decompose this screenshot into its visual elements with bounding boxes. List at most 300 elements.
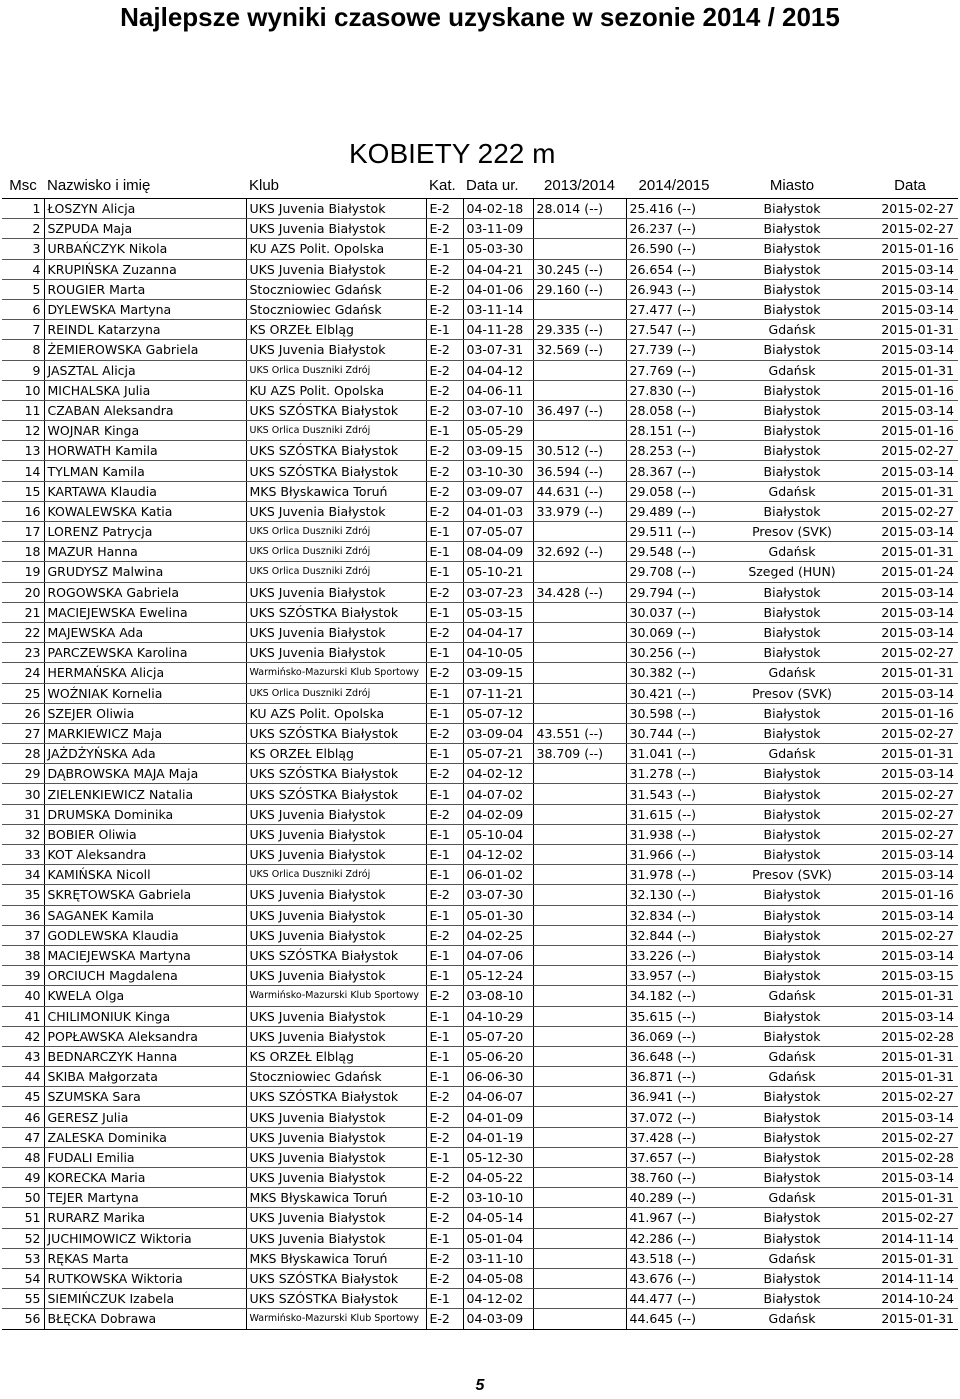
cell-time-2013-2014: 38.709 (--) xyxy=(533,744,626,764)
cell-msc: 1 xyxy=(2,199,44,219)
table-row xyxy=(2,1127,958,1147)
cell-born: 04-12-02 xyxy=(463,845,533,865)
cell-msc: 34 xyxy=(2,865,44,885)
cell-name: JUCHIMOWICZ Wiktoria xyxy=(44,1228,246,1248)
cell-time-2013-2014 xyxy=(533,1208,626,1228)
cell-club: UKS Juvenia Białystok xyxy=(246,905,426,925)
cell-city: Presov (SVK) xyxy=(722,522,862,542)
cell-born: 04-02-12 xyxy=(463,764,533,784)
table-row xyxy=(2,1208,958,1228)
cell-club: UKS Juvenia Białystok xyxy=(246,1168,426,1188)
cell-name: SIEMIŃCZUK Izabela xyxy=(44,1289,246,1309)
cell-date: 2014-11-14 xyxy=(862,1268,958,1288)
cell-date: 2015-02-27 xyxy=(862,643,958,663)
cell-club: MKS Błyskawica Toruń xyxy=(246,1188,426,1208)
cell-club: UKS SZÓSTKA Białystok xyxy=(246,1087,426,1107)
table-row xyxy=(2,602,958,622)
cell-time-2013-2014 xyxy=(533,784,626,804)
cell-kat: E-1 xyxy=(426,1006,463,1026)
cell-time-2014-2015: 26.654 (--) xyxy=(626,259,722,279)
cell-born: 04-11-28 xyxy=(463,320,533,340)
header-msc: Msc xyxy=(2,173,44,199)
cell-kat: E-2 xyxy=(426,279,463,299)
cell-msc: 9 xyxy=(2,360,44,380)
cell-city: Białystok xyxy=(722,723,862,743)
cell-time-2013-2014 xyxy=(533,905,626,925)
table-row xyxy=(2,1168,958,1188)
table-row xyxy=(2,380,958,400)
table-row xyxy=(2,905,958,925)
cell-name: ZALESKA Dominika xyxy=(44,1127,246,1147)
cell-date: 2015-03-14 xyxy=(862,622,958,642)
cell-date: 2015-03-14 xyxy=(862,582,958,602)
table-row xyxy=(2,501,958,521)
cell-club: UKS SZÓSTKA Białystok xyxy=(246,764,426,784)
cell-born: 07-11-21 xyxy=(463,683,533,703)
cell-msc: 52 xyxy=(2,1228,44,1248)
cell-msc: 22 xyxy=(2,622,44,642)
cell-time-2013-2014 xyxy=(533,421,626,441)
cell-time-2013-2014 xyxy=(533,663,626,683)
table-row xyxy=(2,723,958,743)
cell-born: 05-12-30 xyxy=(463,1147,533,1167)
cell-born: 04-01-19 xyxy=(463,1127,533,1147)
cell-club: UKS SZÓSTKA Białystok xyxy=(246,1289,426,1309)
table-row xyxy=(2,784,958,804)
cell-born: 04-01-03 xyxy=(463,501,533,521)
table-row xyxy=(2,219,958,239)
cell-time-2014-2015: 31.278 (--) xyxy=(626,764,722,784)
cell-time-2014-2015: 34.182 (--) xyxy=(626,986,722,1006)
cell-club: UKS Orlica Duszniki Zdrój xyxy=(246,683,426,703)
cell-born: 04-07-06 xyxy=(463,945,533,965)
cell-club: UKS Orlica Duszniki Zdrój xyxy=(246,522,426,542)
cell-time-2014-2015: 31.966 (--) xyxy=(626,845,722,865)
table-row xyxy=(2,925,958,945)
cell-club: KU AZS Polit. Opolska xyxy=(246,703,426,723)
cell-city: Białystok xyxy=(722,824,862,844)
cell-born: 05-06-20 xyxy=(463,1046,533,1066)
cell-date: 2015-02-28 xyxy=(862,1147,958,1167)
cell-city: Białystok xyxy=(722,199,862,219)
cell-city: Białystok xyxy=(722,299,862,319)
header-season-2014-2015: 2014/2015 xyxy=(626,173,722,199)
cell-time-2014-2015: 32.844 (--) xyxy=(626,925,722,945)
table-row xyxy=(2,1087,958,1107)
cell-city: Białystok xyxy=(722,845,862,865)
cell-msc: 28 xyxy=(2,744,44,764)
cell-city: Gdańsk xyxy=(722,1309,862,1329)
cell-born: 05-07-21 xyxy=(463,744,533,764)
cell-date: 2015-01-31 xyxy=(862,1188,958,1208)
cell-club: UKS Juvenia Białystok xyxy=(246,1006,426,1026)
cell-msc: 15 xyxy=(2,481,44,501)
cell-kat: E-1 xyxy=(426,703,463,723)
cell-club: UKS Juvenia Białystok xyxy=(246,622,426,642)
cell-date: 2015-03-14 xyxy=(862,340,958,360)
cell-time-2013-2014: 28.014 (--) xyxy=(533,199,626,219)
cell-city: Presov (SVK) xyxy=(722,865,862,885)
cell-date: 2015-02-27 xyxy=(862,804,958,824)
cell-time-2013-2014 xyxy=(533,1248,626,1268)
cell-time-2014-2015: 36.648 (--) xyxy=(626,1046,722,1066)
cell-city: Szeged (HUN) xyxy=(722,562,862,582)
cell-msc: 12 xyxy=(2,421,44,441)
table-row xyxy=(2,804,958,824)
cell-date: 2015-02-27 xyxy=(862,441,958,461)
cell-city: Gdańsk xyxy=(722,1188,862,1208)
cell-name: DYLEWSKA Martyna xyxy=(44,299,246,319)
cell-club: UKS Juvenia Białystok xyxy=(246,219,426,239)
cell-born: 05-01-30 xyxy=(463,905,533,925)
table-row xyxy=(2,522,958,542)
cell-city: Białystok xyxy=(722,441,862,461)
cell-kat: E-2 xyxy=(426,925,463,945)
cell-city: Białystok xyxy=(722,602,862,622)
cell-msc: 32 xyxy=(2,824,44,844)
table-row xyxy=(2,421,958,441)
cell-date: 2015-03-14 xyxy=(862,1168,958,1188)
cell-date: 2015-01-16 xyxy=(862,885,958,905)
cell-date: 2015-03-14 xyxy=(862,945,958,965)
cell-name: KWELA Olga xyxy=(44,986,246,1006)
cell-club: UKS Juvenia Białystok xyxy=(246,804,426,824)
cell-time-2013-2014 xyxy=(533,865,626,885)
cell-date: 2015-03-14 xyxy=(862,845,958,865)
cell-name: URBAŃCZYK Nikola xyxy=(44,239,246,259)
cell-born: 03-09-15 xyxy=(463,441,533,461)
cell-msc: 19 xyxy=(2,562,44,582)
cell-date: 2015-03-14 xyxy=(862,461,958,481)
cell-name: KAMIŃSKA Nicoll xyxy=(44,865,246,885)
table-row xyxy=(2,845,958,865)
cell-born: 03-07-23 xyxy=(463,582,533,602)
cell-kat: E-2 xyxy=(426,219,463,239)
cell-city: Białystok xyxy=(722,259,862,279)
cell-time-2013-2014: 30.245 (--) xyxy=(533,259,626,279)
cell-name: JAŻDŻYŃSKA Ada xyxy=(44,744,246,764)
cell-kat: E-2 xyxy=(426,1208,463,1228)
cell-city: Gdańsk xyxy=(722,1248,862,1268)
cell-date: 2015-01-16 xyxy=(862,380,958,400)
table-row xyxy=(2,1067,958,1087)
cell-date: 2015-02-27 xyxy=(862,199,958,219)
cell-time-2014-2015: 36.871 (--) xyxy=(626,1067,722,1087)
cell-born: 04-07-02 xyxy=(463,784,533,804)
cell-time-2013-2014 xyxy=(533,1046,626,1066)
cell-time-2014-2015: 27.739 (--) xyxy=(626,340,722,360)
cell-kat: E-1 xyxy=(426,421,463,441)
results-body xyxy=(2,199,958,1330)
table-row xyxy=(2,320,958,340)
cell-club: UKS Juvenia Białystok xyxy=(246,340,426,360)
table-row xyxy=(2,1309,958,1329)
cell-time-2014-2015: 27.769 (--) xyxy=(626,360,722,380)
cell-date: 2015-03-14 xyxy=(862,1006,958,1026)
cell-msc: 27 xyxy=(2,723,44,743)
table-header-row xyxy=(2,173,958,199)
cell-date: 2015-03-14 xyxy=(862,602,958,622)
cell-born: 03-11-14 xyxy=(463,299,533,319)
cell-club: UKS Juvenia Białystok xyxy=(246,1127,426,1147)
cell-kat: E-1 xyxy=(426,744,463,764)
cell-city: Białystok xyxy=(722,239,862,259)
cell-kat: E-2 xyxy=(426,501,463,521)
cell-msc: 51 xyxy=(2,1208,44,1228)
cell-born: 04-01-06 xyxy=(463,279,533,299)
cell-kat: E-2 xyxy=(426,1107,463,1127)
cell-time-2013-2014 xyxy=(533,764,626,784)
cell-club: UKS Juvenia Białystok xyxy=(246,501,426,521)
cell-kat: E-1 xyxy=(426,602,463,622)
cell-date: 2015-01-31 xyxy=(862,481,958,501)
cell-club: UKS SZÓSTKA Białystok xyxy=(246,400,426,420)
cell-date: 2015-01-31 xyxy=(862,1046,958,1066)
cell-born: 03-07-30 xyxy=(463,885,533,905)
cell-city: Białystok xyxy=(722,622,862,642)
cell-time-2014-2015: 27.477 (--) xyxy=(626,299,722,319)
cell-name: POPŁAWSKA Aleksandra xyxy=(44,1026,246,1046)
cell-name: HERMAŃSKA Alicja xyxy=(44,663,246,683)
cell-kat: E-1 xyxy=(426,1026,463,1046)
cell-born: 03-10-10 xyxy=(463,1188,533,1208)
cell-club: Warmińsko-Mazurski Klub Sportowy xyxy=(246,1309,426,1329)
cell-born: 05-07-12 xyxy=(463,703,533,723)
table-row xyxy=(2,1228,958,1248)
cell-city: Białystok xyxy=(722,1208,862,1228)
cell-kat: E-1 xyxy=(426,320,463,340)
cell-club: UKS SZÓSTKA Białystok xyxy=(246,461,426,481)
cell-club: UKS Orlica Duszniki Zdrój xyxy=(246,421,426,441)
cell-time-2013-2014 xyxy=(533,622,626,642)
cell-city: Gdańsk xyxy=(722,360,862,380)
cell-born: 04-06-07 xyxy=(463,1087,533,1107)
table-row xyxy=(2,764,958,784)
cell-kat: E-1 xyxy=(426,845,463,865)
cell-name: WOŹNIAK Kornelia xyxy=(44,683,246,703)
cell-club: UKS Juvenia Białystok xyxy=(246,259,426,279)
cell-msc: 26 xyxy=(2,703,44,723)
cell-msc: 25 xyxy=(2,683,44,703)
cell-city: Gdańsk xyxy=(722,663,862,683)
cell-kat: E-1 xyxy=(426,1289,463,1309)
table-row xyxy=(2,562,958,582)
cell-msc: 44 xyxy=(2,1067,44,1087)
cell-kat: E-1 xyxy=(426,1067,463,1087)
cell-msc: 49 xyxy=(2,1168,44,1188)
cell-date: 2015-03-14 xyxy=(862,299,958,319)
cell-date: 2015-02-27 xyxy=(862,1208,958,1228)
cell-date: 2015-01-31 xyxy=(862,542,958,562)
cell-name: GRUDYSZ Malwina xyxy=(44,562,246,582)
cell-name: MACIEJEWSKA Martyna xyxy=(44,945,246,965)
cell-city: Gdańsk xyxy=(722,320,862,340)
cell-time-2014-2015: 31.543 (--) xyxy=(626,784,722,804)
cell-kat: E-2 xyxy=(426,764,463,784)
cell-time-2014-2015: 38.760 (--) xyxy=(626,1168,722,1188)
section-subtitle: KOBIETY 222 m xyxy=(349,138,556,169)
cell-date: 2015-02-27 xyxy=(862,723,958,743)
cell-city: Białystok xyxy=(722,1127,862,1147)
table-row xyxy=(2,259,958,279)
cell-club: UKS Juvenia Białystok xyxy=(246,1107,426,1127)
cell-kat: E-1 xyxy=(426,966,463,986)
cell-club: Stoczniowiec Gdańsk xyxy=(246,1067,426,1087)
table-row xyxy=(2,885,958,905)
page-number: 5 xyxy=(475,1377,485,1394)
table-row xyxy=(2,986,958,1006)
cell-kat: E-1 xyxy=(426,945,463,965)
cell-city: Białystok xyxy=(722,461,862,481)
cell-time-2013-2014: 34.428 (--) xyxy=(533,582,626,602)
cell-club: Warmińsko-Mazurski Klub Sportowy xyxy=(246,986,426,1006)
cell-date: 2015-03-14 xyxy=(862,1107,958,1127)
cell-time-2013-2014 xyxy=(533,885,626,905)
cell-time-2014-2015: 29.794 (--) xyxy=(626,582,722,602)
cell-name: GODLEWSKA Klaudia xyxy=(44,925,246,945)
header-city: Miasto xyxy=(722,173,862,199)
cell-time-2014-2015: 33.957 (--) xyxy=(626,966,722,986)
cell-time-2013-2014 xyxy=(533,1188,626,1208)
cell-city: Presov (SVK) xyxy=(722,683,862,703)
cell-date: 2015-01-31 xyxy=(862,320,958,340)
table-row xyxy=(2,481,958,501)
cell-city: Białystok xyxy=(722,945,862,965)
cell-date: 2015-03-15 xyxy=(862,966,958,986)
cell-msc: 23 xyxy=(2,643,44,663)
cell-club: UKS Juvenia Białystok xyxy=(246,925,426,945)
cell-time-2014-2015: 27.547 (--) xyxy=(626,320,722,340)
table-row xyxy=(2,582,958,602)
cell-kat: E-2 xyxy=(426,885,463,905)
cell-msc: 17 xyxy=(2,522,44,542)
cell-born: 03-07-10 xyxy=(463,400,533,420)
cell-time-2014-2015: 37.428 (--) xyxy=(626,1127,722,1147)
cell-club: UKS Juvenia Białystok xyxy=(246,1026,426,1046)
cell-time-2013-2014 xyxy=(533,925,626,945)
cell-born: 03-11-09 xyxy=(463,219,533,239)
cell-kat: E-1 xyxy=(426,1228,463,1248)
cell-city: Białystok xyxy=(722,703,862,723)
table-row xyxy=(2,239,958,259)
cell-msc: 40 xyxy=(2,986,44,1006)
table-row xyxy=(2,1268,958,1288)
table-row xyxy=(2,1107,958,1127)
cell-name: BEDNARCZYK Hanna xyxy=(44,1046,246,1066)
cell-date: 2015-01-31 xyxy=(862,663,958,683)
cell-name: TEJER Martyna xyxy=(44,1188,246,1208)
cell-msc: 21 xyxy=(2,602,44,622)
cell-msc: 55 xyxy=(2,1289,44,1309)
cell-club: KS ORZEŁ Elbląg xyxy=(246,320,426,340)
cell-name: WOJNAR Kinga xyxy=(44,421,246,441)
cell-time-2013-2014 xyxy=(533,703,626,723)
cell-msc: 10 xyxy=(2,380,44,400)
cell-club: UKS Juvenia Białystok xyxy=(246,1228,426,1248)
cell-date: 2015-03-14 xyxy=(862,865,958,885)
cell-name: KOT Aleksandra xyxy=(44,845,246,865)
table-row xyxy=(2,865,958,885)
table-row xyxy=(2,744,958,764)
cell-time-2014-2015: 28.367 (--) xyxy=(626,461,722,481)
cell-city: Gdańsk xyxy=(722,1046,862,1066)
cell-club: UKS Orlica Duszniki Zdrój xyxy=(246,360,426,380)
cell-msc: 54 xyxy=(2,1268,44,1288)
cell-name: ZIELENKIEWICZ Natalia xyxy=(44,784,246,804)
cell-city: Białystok xyxy=(722,966,862,986)
cell-kat: E-2 xyxy=(426,1087,463,1107)
cell-msc: 41 xyxy=(2,1006,44,1026)
cell-name: TYLMAN Kamila xyxy=(44,461,246,481)
cell-kat: E-2 xyxy=(426,1268,463,1288)
cell-city: Białystok xyxy=(722,400,862,420)
cell-born: 04-10-05 xyxy=(463,643,533,663)
cell-city: Białystok xyxy=(722,380,862,400)
cell-born: 06-06-30 xyxy=(463,1067,533,1087)
cell-time-2014-2015: 43.676 (--) xyxy=(626,1268,722,1288)
cell-city: Białystok xyxy=(722,643,862,663)
cell-time-2013-2014: 33.979 (--) xyxy=(533,501,626,521)
results-table xyxy=(2,173,958,1330)
cell-born: 04-04-12 xyxy=(463,360,533,380)
cell-born: 03-09-07 xyxy=(463,481,533,501)
table-row xyxy=(2,340,958,360)
cell-kat: E-2 xyxy=(426,1168,463,1188)
cell-name: DRUMSKA Dominika xyxy=(44,804,246,824)
cell-club: UKS Juvenia Białystok xyxy=(246,199,426,219)
table-row xyxy=(2,1026,958,1046)
cell-msc: 35 xyxy=(2,885,44,905)
cell-city: Białystok xyxy=(722,905,862,925)
cell-time-2013-2014 xyxy=(533,1309,626,1329)
cell-date: 2015-01-24 xyxy=(862,562,958,582)
cell-time-2013-2014 xyxy=(533,945,626,965)
table-row xyxy=(2,1289,958,1309)
cell-time-2013-2014 xyxy=(533,1147,626,1167)
cell-time-2013-2014: 32.569 (--) xyxy=(533,340,626,360)
cell-city: Białystok xyxy=(722,784,862,804)
cell-name: KRUPIŃSKA Zuzanna xyxy=(44,259,246,279)
cell-name: LORENZ Patrycja xyxy=(44,522,246,542)
cell-name: JASZTAL Alicja xyxy=(44,360,246,380)
cell-kat: E-2 xyxy=(426,582,463,602)
cell-time-2014-2015: 43.518 (--) xyxy=(626,1248,722,1268)
cell-name: ROUGIER Marta xyxy=(44,279,246,299)
cell-born: 04-12-02 xyxy=(463,1289,533,1309)
cell-born: 05-03-30 xyxy=(463,239,533,259)
cell-time-2013-2014 xyxy=(533,1107,626,1127)
cell-msc: 18 xyxy=(2,542,44,562)
cell-name: MAZUR Hanna xyxy=(44,542,246,562)
cell-kat: E-2 xyxy=(426,622,463,642)
cell-kat: E-2 xyxy=(426,1309,463,1329)
cell-time-2013-2014: 30.512 (--) xyxy=(533,441,626,461)
cell-born: 03-09-04 xyxy=(463,723,533,743)
cell-club: Warmińsko-Mazurski Klub Sportowy xyxy=(246,663,426,683)
cell-city: Białystok xyxy=(722,1289,862,1309)
cell-time-2014-2015: 36.941 (--) xyxy=(626,1087,722,1107)
cell-club: UKS SZÓSTKA Białystok xyxy=(246,602,426,622)
cell-time-2013-2014 xyxy=(533,562,626,582)
cell-kat: E-1 xyxy=(426,239,463,259)
cell-name: BŁĘCKA Dobrawa xyxy=(44,1309,246,1329)
cell-time-2013-2014 xyxy=(533,360,626,380)
cell-born: 04-04-17 xyxy=(463,622,533,642)
cell-date: 2015-01-31 xyxy=(862,360,958,380)
cell-kat: E-2 xyxy=(426,400,463,420)
cell-time-2013-2014 xyxy=(533,1268,626,1288)
cell-time-2013-2014 xyxy=(533,299,626,319)
